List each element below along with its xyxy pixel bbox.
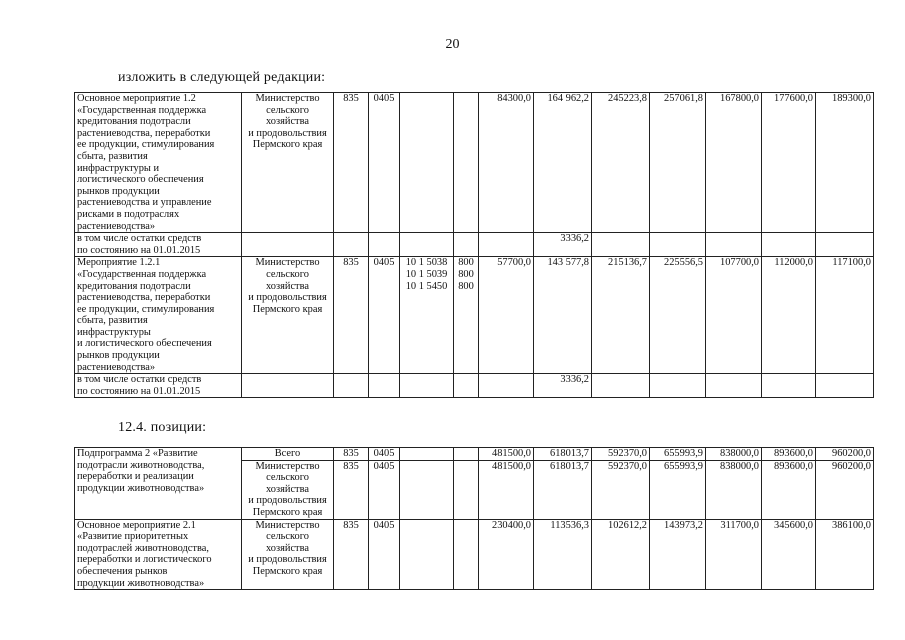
activity-name-cell-line: по состоянию на 01.01.2015 [77, 244, 201, 256]
table-row [75, 374, 874, 398]
executor-cell-line: Министерство [255, 93, 320, 104]
executor-cell-line: Всего [274, 448, 301, 459]
value-2017-cell: 655993,9 [650, 448, 706, 461]
value-2019-cell [762, 233, 816, 257]
value-2014-cell: 57700,0 [479, 257, 534, 374]
section-code-cell [369, 233, 400, 257]
activity-name-cell-line: Подпрограмма 2 «Развитие [77, 448, 198, 459]
executor-cell-line: и продовольствия [248, 554, 327, 566]
executor-cell-line: сельского [266, 531, 309, 543]
table-row [75, 519, 874, 590]
executor-cell-line: и продовольствия [248, 127, 327, 139]
expense-type-cell [454, 448, 479, 461]
activity-name-cell-line: растениеводства» [77, 361, 156, 373]
grbs-code-cell: 835 [334, 460, 369, 519]
value-2016-cell: 592370,0 [592, 460, 650, 519]
page-number: 20 [445, 37, 460, 52]
executor-cell-line: сельского [266, 104, 309, 116]
expense-type-cell [454, 519, 479, 590]
executor-cell-line: хозяйства [266, 542, 309, 554]
value-2014-cell: 230400,0 [479, 519, 534, 590]
section-code-cell: 0405 [369, 257, 400, 374]
target-article-cell [400, 257, 454, 374]
executor-cell-line: и продовольствия [248, 292, 327, 304]
target-article-cell [400, 448, 454, 461]
value-2014-cell: 84300,0 [479, 93, 534, 233]
value-2017-cell: 655993,9 [650, 460, 706, 519]
value-2015-cell: 113536,3 [534, 519, 592, 590]
executor-cell [242, 519, 334, 590]
value-2018-cell: 311700,0 [706, 519, 762, 590]
target-article-cell [400, 374, 454, 398]
target-article-cell [400, 460, 454, 519]
activity-name-cell-line: растениеводства» [77, 220, 156, 232]
grbs-code-cell: 835 [334, 257, 369, 374]
value-2017-cell: 143973,2 [650, 519, 706, 590]
executor-cell [242, 93, 334, 233]
expense-type-cell-line: 800 [458, 268, 474, 280]
value-2015-cell: 618013,7 [534, 460, 592, 519]
section-code-cell: 0405 [369, 460, 400, 519]
value-2015-cell: 143 577,8 [534, 257, 592, 374]
grbs-code-cell: 835 [334, 519, 369, 590]
value-2019-cell: 177600,0 [762, 93, 816, 233]
table-row [75, 93, 874, 233]
activity-name-cell-line: подотрасли животноводства, [77, 459, 205, 471]
value-2018-cell [706, 233, 762, 257]
value-2019-cell [762, 374, 816, 398]
activity-name-cell-line: переработки и логистического [77, 554, 212, 566]
activity-name-cell [75, 93, 242, 233]
activity-name-cell-line: сбыта, развития [77, 315, 148, 327]
grbs-code-cell: 835 [334, 448, 369, 461]
value-2018-cell [706, 374, 762, 398]
executor-cell [242, 233, 334, 257]
activity-name-cell-line: кредитования подотрасли [77, 280, 191, 292]
activity-name-cell-line: инфраструктуры и [77, 162, 160, 174]
value-2020-cell: 386100,0 [816, 519, 874, 590]
executor-cell-line: Пермского края [252, 303, 323, 315]
value-2016-cell: 592370,0 [592, 448, 650, 461]
executor-cell-line: Пермского края [252, 139, 323, 151]
activity-name-cell-line: ее продукции, стимулирования [77, 303, 215, 315]
value-2020-cell: 189300,0 [816, 93, 874, 233]
target-article-cell [400, 519, 454, 590]
activity-name-cell-line: рынков продукции [77, 185, 160, 197]
target-article-cell [400, 233, 454, 257]
value-2019-cell: 112000,0 [762, 257, 816, 374]
activity-name-cell-line: подотраслей животноводства, [77, 542, 209, 554]
heading-positions: 12.4. позиции: [118, 420, 207, 435]
activity-name-cell-line: продукции животноводства» [77, 482, 205, 494]
value-2015-cell: 164 962,2 [534, 93, 592, 233]
activity-name-cell-line: по состоянию на 01.01.2015 [77, 385, 201, 397]
activity-name-cell-line: переработки и реализации [77, 471, 194, 483]
activity-name-cell-line: продукции животноводства» [77, 577, 205, 589]
value-2016-cell [592, 233, 650, 257]
activity-name-cell [75, 374, 242, 398]
value-2014-cell: 481500,0 [479, 448, 534, 461]
value-2019-cell: 893600,0 [762, 460, 816, 519]
activity-name-cell-line: Основное мероприятие 1.2 [77, 93, 196, 104]
activity-name-cell [75, 257, 242, 374]
executor-cell-line: Министерство [255, 257, 320, 269]
value-2015-cell: 618013,7 [534, 448, 592, 461]
activity-name-cell-line: Основное мероприятие 2.1 [77, 519, 196, 531]
table-row [75, 233, 874, 257]
value-2018-cell: 107700,0 [706, 257, 762, 374]
section-code-cell: 0405 [369, 93, 400, 233]
executor-cell-line: Пермского края [252, 506, 323, 518]
grbs-code-cell: 835 [334, 93, 369, 233]
value-2020-cell: 960200,0 [816, 448, 874, 461]
table-row [75, 257, 874, 374]
expense-type-cell [454, 257, 479, 374]
activity-name-cell-line: логистического обеспечения [77, 174, 204, 186]
activity-name-cell-line: Мероприятие 1.2.1 [77, 257, 161, 269]
expense-type-cell [454, 460, 479, 519]
executor-cell [242, 448, 334, 461]
activity-name-cell-line: рисками в подотраслях [77, 208, 180, 220]
expense-type-cell [454, 233, 479, 257]
executor-cell-line: Пермского края [252, 565, 323, 577]
activity-name-cell-line: сбыта, развития [77, 150, 148, 162]
executor-cell-line: хозяйства [266, 280, 309, 292]
activity-name-cell-line: растениеводства, переработки [77, 292, 211, 304]
activity-name-cell-line: в том числе остатки средств [77, 374, 202, 386]
value-2016-cell [592, 374, 650, 398]
value-2017-cell: 257061,8 [650, 93, 706, 233]
heading-new-edition: изложить в следующей редакции: [118, 70, 326, 85]
expense-type-cell-line: 800 [458, 257, 474, 269]
value-2020-cell: 960200,0 [816, 460, 874, 519]
activity-name-cell-line: «Государственная поддержка [77, 104, 207, 116]
activity-name-cell-line: в том числе остатки средств [77, 233, 202, 245]
value-2015-cell: 3336,2 [534, 233, 592, 257]
value-2019-cell: 893600,0 [762, 448, 816, 461]
budget-table-2 [74, 447, 874, 590]
executor-cell-line: хозяйства [266, 116, 309, 128]
grbs-code-cell [334, 374, 369, 398]
value-2020-cell [816, 374, 874, 398]
grbs-code-cell [334, 233, 369, 257]
value-2014-cell: 481500,0 [479, 460, 534, 519]
value-2016-cell: 215136,7 [592, 257, 650, 374]
executor-cell [242, 374, 334, 398]
target-article-cell-line: 10 1 5450 [405, 280, 448, 292]
section-code-cell: 0405 [369, 448, 400, 461]
value-2017-cell [650, 374, 706, 398]
activity-name-cell-line: обеспечения рынков [77, 565, 168, 577]
activity-name-cell-line: растениеводства и управление [77, 197, 212, 209]
activity-name-cell [75, 448, 242, 520]
value-2017-cell [650, 233, 706, 257]
activity-name-cell-line: кредитования подотрасли [77, 116, 191, 128]
activity-name-cell [75, 519, 242, 590]
value-2016-cell: 245223,8 [592, 93, 650, 233]
target-article-cell [400, 93, 454, 233]
value-2018-cell: 838000,0 [706, 448, 762, 461]
executor-cell-line: сельского [266, 268, 309, 280]
activity-name-cell-line: рынков продукции [77, 350, 160, 362]
value-2018-cell: 167800,0 [706, 93, 762, 233]
activity-name-cell-line: растениеводства, переработки [77, 127, 211, 139]
expense-type-cell [454, 93, 479, 233]
executor-cell-line: сельского [266, 472, 309, 484]
budget-table-1 [74, 92, 874, 398]
executor-cell-line: Министерство [255, 519, 320, 531]
executor-cell-line: хозяйства [266, 483, 309, 495]
section-code-cell [369, 374, 400, 398]
activity-name-cell-line: «Развитие приоритетных [77, 531, 189, 543]
value-2015-cell: 3336,2 [534, 374, 592, 398]
executor-cell-line: Министерство [255, 460, 320, 472]
value-2017-cell: 225556,5 [650, 257, 706, 374]
target-article-cell-line: 10 1 5038 [405, 257, 448, 269]
table-row [75, 448, 874, 461]
target-article-cell-line: 10 1 5039 [405, 268, 448, 280]
expense-type-cell-line: 800 [458, 280, 474, 292]
activity-name-cell-line: ее продукции, стимулирования [77, 139, 215, 151]
executor-cell [242, 257, 334, 374]
activity-name-cell [75, 233, 242, 257]
expense-type-cell [454, 374, 479, 398]
activity-name-cell-line: «Государственная поддержка [77, 268, 207, 280]
value-2014-cell [479, 374, 534, 398]
value-2016-cell: 102612,2 [592, 519, 650, 590]
value-2019-cell: 345600,0 [762, 519, 816, 590]
section-code-cell: 0405 [369, 519, 400, 590]
executor-cell [242, 460, 334, 519]
activity-name-cell-line: инфраструктуры [77, 326, 151, 338]
value-2018-cell: 838000,0 [706, 460, 762, 519]
executor-cell-line: и продовольствия [248, 495, 327, 507]
activity-name-cell-line: и логистического обеспечения [77, 338, 212, 350]
value-2020-cell [816, 233, 874, 257]
value-2014-cell [479, 233, 534, 257]
value-2020-cell: 117100,0 [816, 257, 874, 374]
